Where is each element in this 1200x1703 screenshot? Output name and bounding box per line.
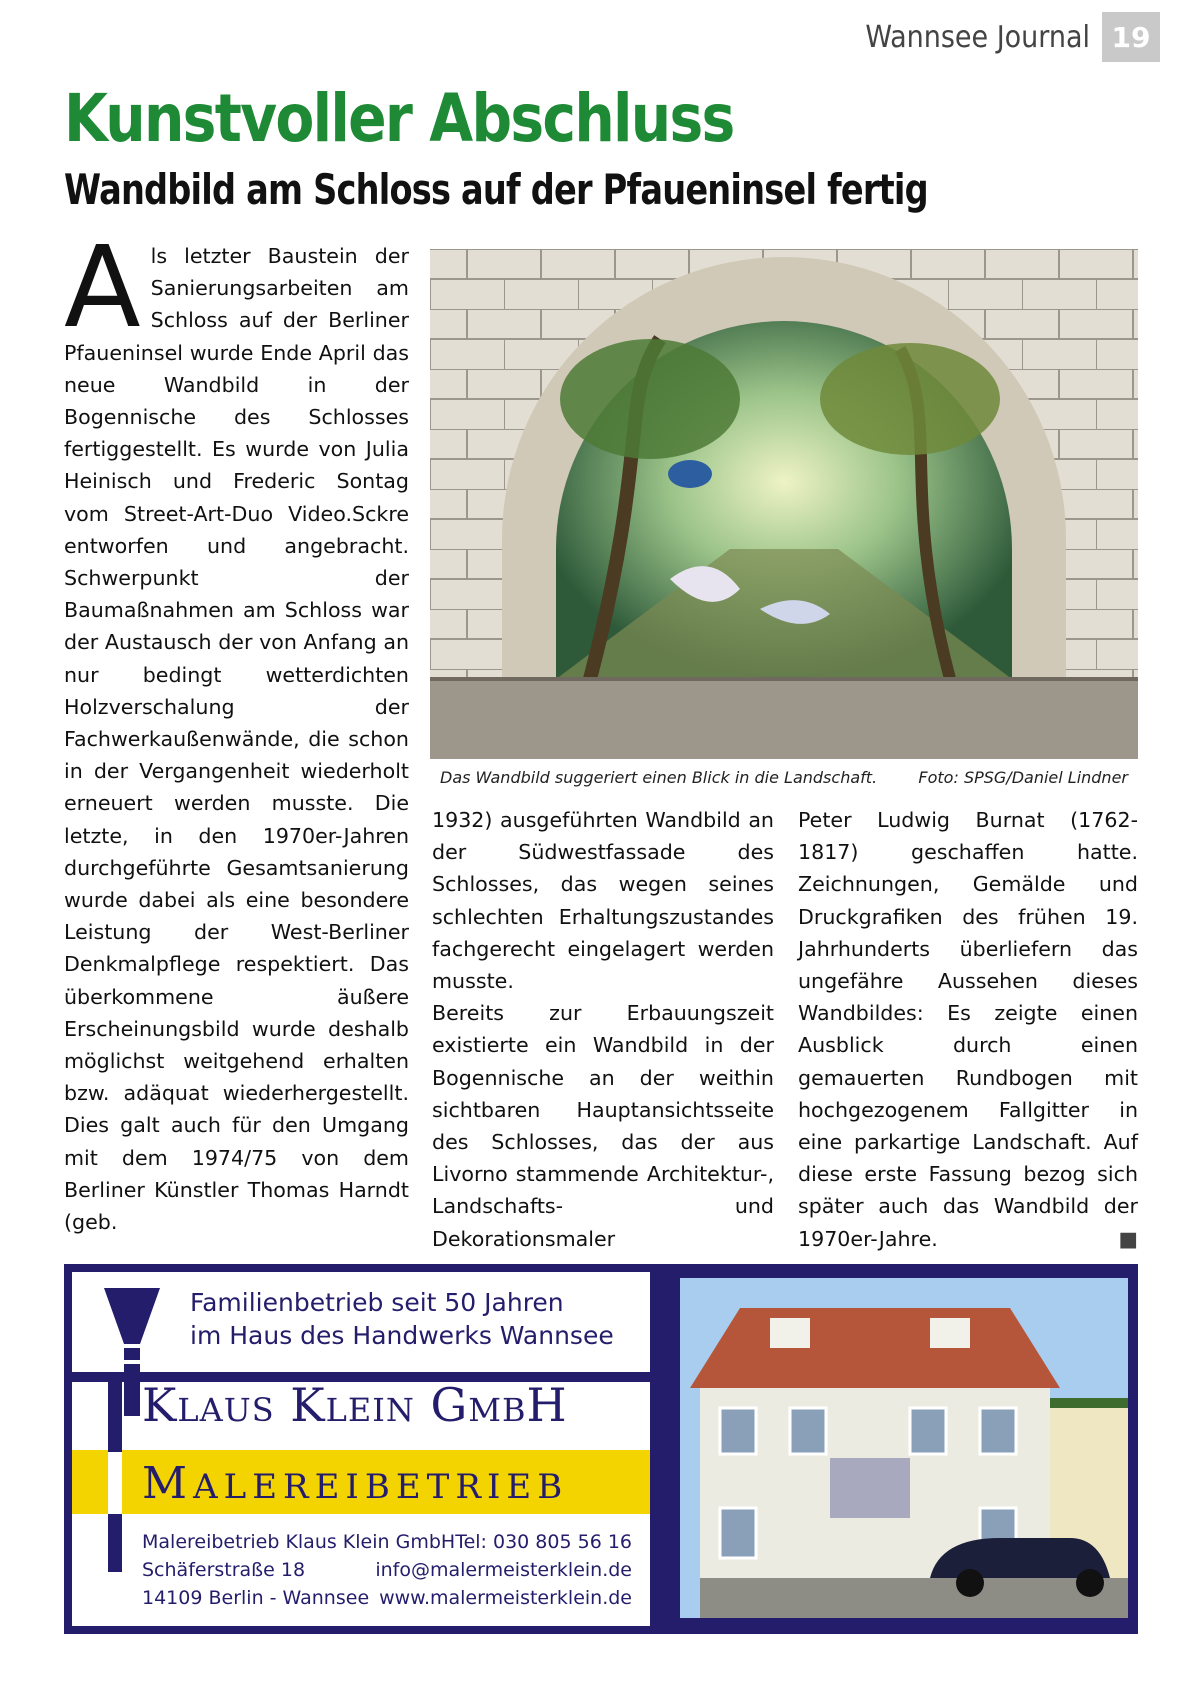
- firm-type-rest: ALEREIBETRIEB: [193, 1467, 569, 1507]
- journal-title: Wannsee Journal: [865, 20, 1090, 55]
- column-1-text: ls letzter Baustein der Sanierungsarbeiten am Schloss auf der Berliner Pfaueninsel wurde Ende April das neue Wandbild in der Bogennische des Schlosses fertiggestellt. Es wurde von Julia Heinisch und Frederic Sontag vom Street-Art-Duo Video.Sckre entworfen und angebracht. Schwerpunkt der Baumaßnahmen am Schloss war der Austausch der von Anfang an nur bedingt wetterdichten Holzverschalung der Fachwerkaußenwände, die schon in der Vergangenheit wiederholt erneuert werden musste. Die letzte, in den 1970er-Jahren durchgeführte Gesamtsanierung wurde dabei als eine besondere Leistung der West-Berliner Denkmalpflege respektiert. Das überkommene äußere Erscheinungsbild wurde deshalb möglichst weitgehend erhalten bzw. adäquat wiederhergestellt. Dies galt auch für den Umgang mit dem 1974/75 von dem Berliner Künstler Thomas Harndt (geb.: [64, 244, 409, 1235]
- article-column-1: [64, 223, 409, 1238]
- article-subheadline: Wandbild am Schloss auf der Pfaueninsel fertig: [64, 165, 928, 214]
- column-2-paragraph-2: Bereits zur Erbauungszeit existierte ein Wandbild in der Bogennische an der weithin sichtbaren Hauptansichtsseite des Schlosses, das der aus Livorno stammende Architektur-, Landschafts- und Dekorationsmaler: [432, 1001, 774, 1251]
- ad-text-panel: [72, 1272, 650, 1626]
- photo-credit: Foto: SPSG/Daniel Lindner: [918, 768, 1128, 787]
- drop-cap: A: [64, 223, 141, 353]
- contact-website[interactable]: www.malermeisterklein.de: [379, 1587, 632, 1609]
- article-column-3: [798, 804, 1138, 1255]
- mural-illustration: [430, 249, 1138, 759]
- photo-caption-row: [440, 768, 1128, 787]
- article-headline: Kunstvoller Abschluss: [64, 80, 734, 157]
- column-2-paragraph-1: 1932) ausgeführten Wandbild an der Südwestfassade des Schlosses, das wegen seines schlechten Erhaltungszustandes fachgerecht eingelagert werden musste.: [432, 808, 774, 994]
- ad-slogan-line-2: im Haus des Handwerks Wannsee: [190, 1321, 614, 1350]
- contact-street: Schäferstraße 18: [142, 1559, 306, 1581]
- photo-caption: Das Wandbild suggeriert einen Blick in die Landschaft.: [440, 768, 878, 787]
- checker-stripe-icon: [108, 1382, 122, 1572]
- ad-contact: [142, 1528, 632, 1612]
- mural-photo: [430, 249, 1138, 759]
- contact-city: 14109 Berlin - Wannsee: [142, 1587, 370, 1609]
- contact-phone[interactable]: Tel: 030 805 56 16: [455, 1531, 632, 1553]
- firm-type-initial: M: [142, 1458, 194, 1509]
- contact-name: Malereibetrieb Klaus Klein GmbH: [142, 1531, 456, 1553]
- advertisement: [64, 1264, 1138, 1634]
- column-3-text: Peter Ludwig Burnat (1762-1817) geschaffen hatte. Zeichnungen, Gemälde und Druckgrafiken des frühen 19. Jahrhunderts überliefern das ungefähre Aussehen dieses Wandbildes: Es zeigte einen Ausblick durch einen gemauerten Rundbogen mit hochgezogenem Fallgitter in eine parkartige Landschaft. Auf diese erste Fassung bezog sich später auch das Wandbild der 1970er-Jahre.: [798, 808, 1138, 1251]
- ad-slogan: [190, 1286, 614, 1352]
- ad-slogan-line-1: Familienbetrieb seit 50 Jahren: [190, 1288, 564, 1317]
- article-column-2: [432, 804, 774, 1255]
- contact-email[interactable]: info@malermeisterklein.de: [375, 1559, 632, 1581]
- ad-building-photo: [680, 1278, 1128, 1618]
- firm-name: Klaus Klein GmbH: [142, 1378, 568, 1432]
- end-mark-icon: ■: [1118, 1226, 1138, 1251]
- page-number: 19: [1102, 12, 1160, 62]
- firm-type: [142, 1458, 568, 1509]
- building-illustration: [680, 1278, 1128, 1618]
